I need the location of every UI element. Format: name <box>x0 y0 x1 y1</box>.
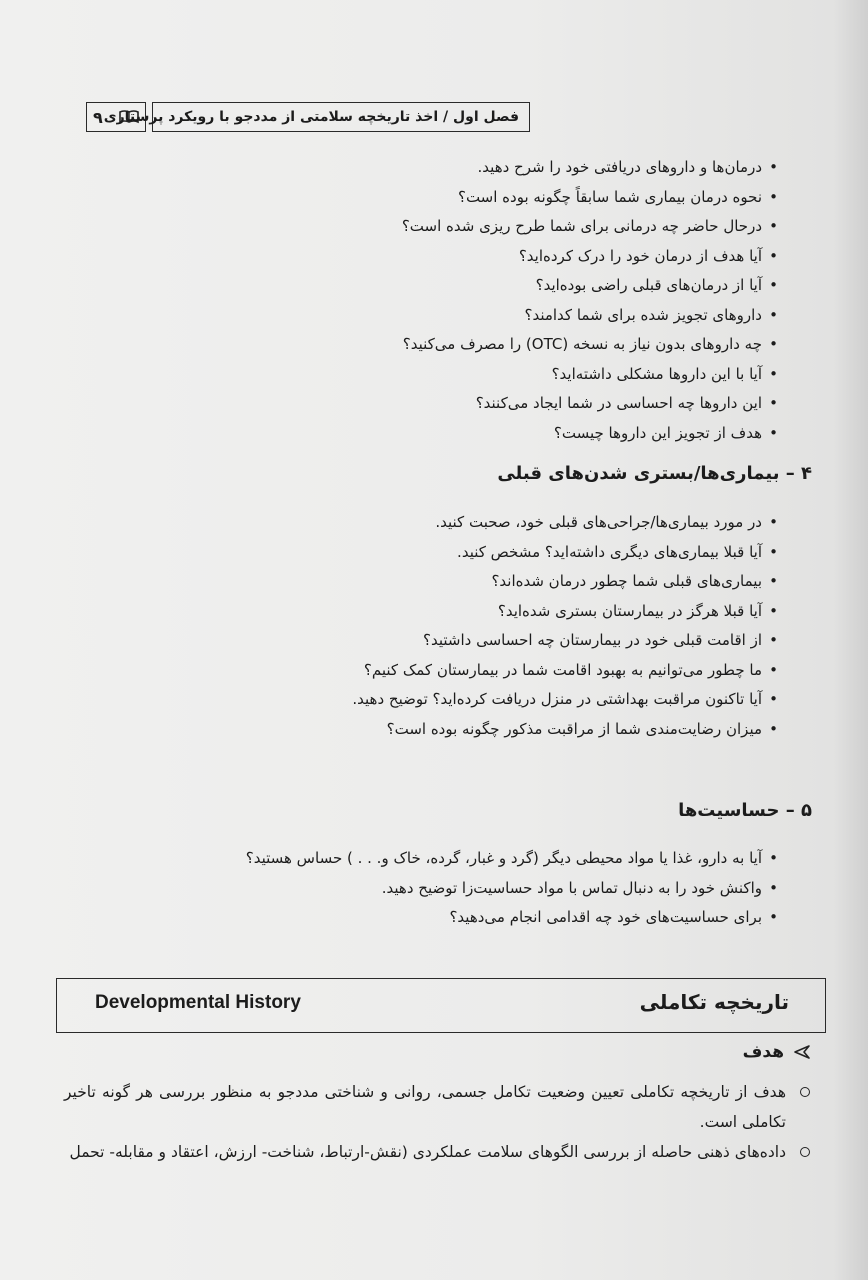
list-item: • درحال حاضر چه درمانی برای شما طرح ریزی شده است؟ <box>402 212 778 242</box>
goal-heading <box>743 1042 812 1062</box>
list-item: • این داروها چه احساسی در شما ایجاد می‌کنند؟ <box>402 389 778 419</box>
treatment-questions-list <box>402 153 778 448</box>
list-item: • میزان رضایت‌مندی شما از مراقبت مذکور چگونه بوده است؟ <box>352 715 778 745</box>
developmental-history-box <box>56 978 826 1033</box>
page-number: ۹ <box>93 107 103 127</box>
list-item: • آیا هدف از درمان خود را درک کرده‌اید؟ <box>402 242 778 272</box>
chapter-header <box>103 102 530 132</box>
chapter-title: فصل اول / اخذ تاریخچه سلامتی از مددجو با رویکرد پرستاری <box>103 109 519 125</box>
arrowhead-icon <box>792 1044 812 1060</box>
developmental-title-fa: تاریخچه تکاملی <box>639 990 789 1014</box>
list-item: • درمان‌ها و داروهای دریافتی خود را شرح دهید. <box>402 153 778 183</box>
section-5-heading: ۵ – حساسیت‌ها <box>678 800 812 821</box>
list-item: • بیماری‌های قبلی شما چطور درمان شده‌اند؟ <box>352 567 778 597</box>
list-item: • داروهای تجویز شده برای شما کدامند؟ <box>402 301 778 331</box>
list-item: • در مورد بیماری‌ها/جراحی‌های قبلی خود، صحبت کنید. <box>352 508 778 538</box>
developmental-title-en: Developmental History <box>95 992 301 1013</box>
goal-label: هدف <box>742 1042 784 1062</box>
previous-illness-list <box>352 508 778 744</box>
list-item: • آیا قبلا بیماری‌های دیگری داشته‌اید؟ مشخص کنید. <box>352 538 778 568</box>
list-item: • آیا از درمان‌های قبلی راضی بوده‌اید؟ <box>402 271 778 301</box>
list-item: • از اقامت قبلی خود در بیمارستان چه احساسی داشتید؟ <box>352 626 778 656</box>
list-item: • نحوه درمان بیماری شما سابقاً چگونه بوده است؟ <box>402 183 778 213</box>
list-item: • برای حساسیت‌های خود چه اقدامی انجام می‌دهید؟ <box>246 903 778 933</box>
list-item: • چه داروهای بدون نیاز به نسخه (OTC) را مصرف می‌کنید؟ <box>402 330 778 360</box>
list-item: • آیا با این داروها مشکلی داشته‌اید؟ <box>402 360 778 390</box>
list-item: هدف از تاریخچه تکاملی تعیین وضعیت تکامل جسمی، روانی و شناختی مددجو به منظور بررسی هر گونه تاخیر تکاملی است. <box>64 1077 812 1137</box>
section-4-heading: ۴ – بیماری‌ها/بستری شدن‌های قبلی <box>497 463 812 484</box>
list-item: • آیا قبلا هرگز در بیمارستان بستری شده‌اید؟ <box>352 597 778 627</box>
list-item: • هدف از تجویز این داروها چیست؟ <box>402 419 778 449</box>
list-item: • آیا به دارو، غذا یا مواد محیطی دیگر (گرد و غبار، گرده، خاک و. . . ) حساس هستید؟ <box>246 844 778 874</box>
list-item: • ما چطور می‌توانیم به بهبود اقامت شما در بیمارستان کمک کنیم؟ <box>352 656 778 686</box>
list-item: • واکنش خود را به دنبال تماس با مواد حساسیت‌زا توضیح دهید. <box>246 874 778 904</box>
allergies-list <box>246 844 778 933</box>
list-item: داده‌های ذهنی حاصله از بررسی الگوهای سلامت عملکردی (نقش-ارتباط، شناخت- ارزش، اعتقاد و مقابله- تحمل <box>64 1137 812 1167</box>
developmental-goal-list <box>64 1077 812 1167</box>
list-item: • آیا تاکنون مراقبت بهداشتی در منزل دریافت کرده‌اید؟ توضیح دهید. <box>352 685 778 715</box>
